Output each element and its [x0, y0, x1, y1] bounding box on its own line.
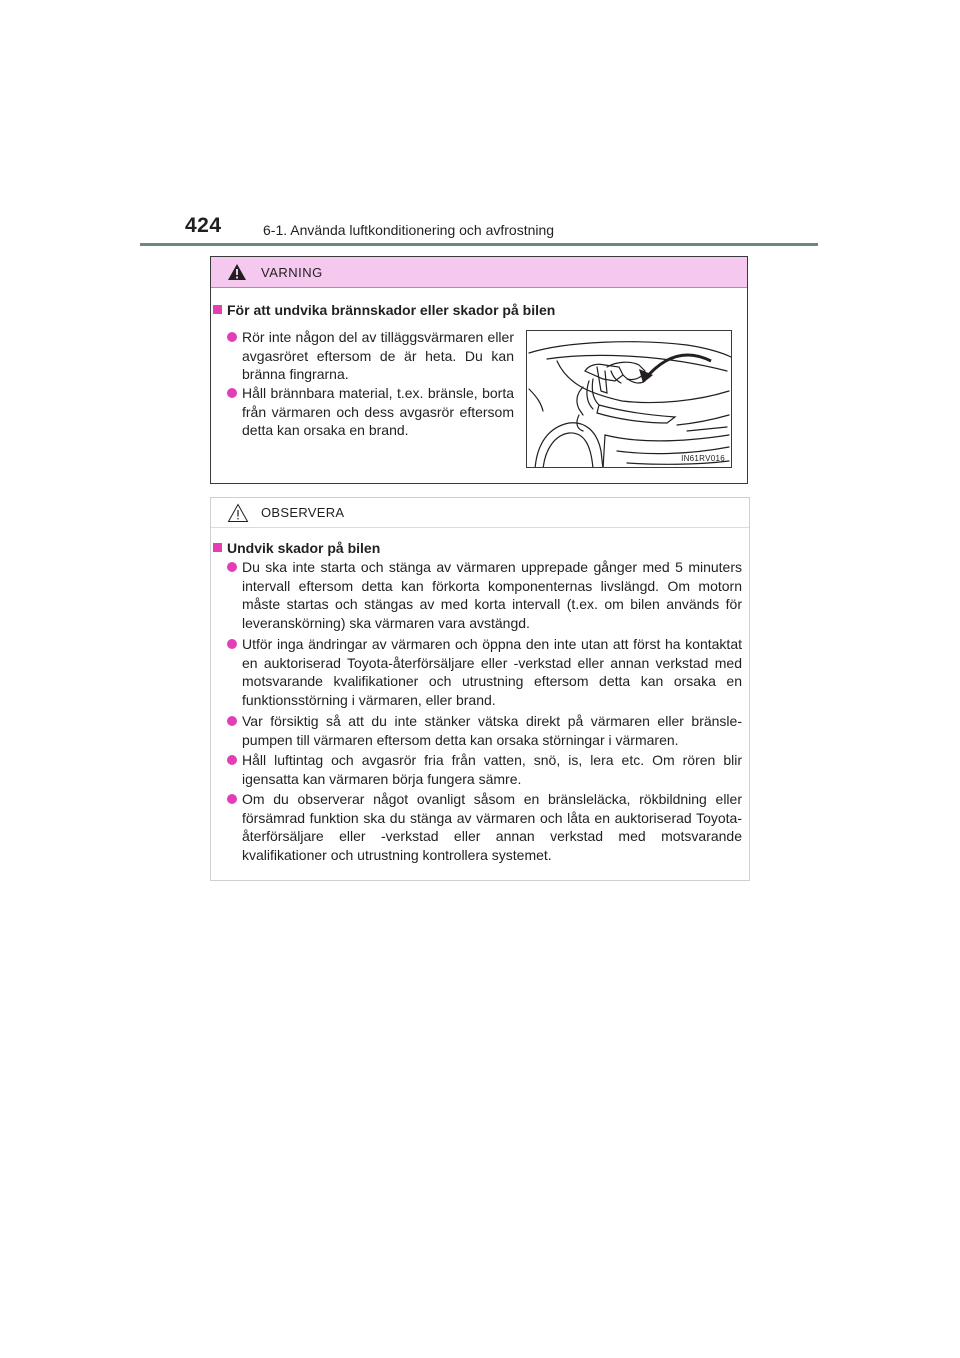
- warning-triangle-icon: [227, 263, 247, 281]
- caution-triangle-icon: [227, 503, 249, 523]
- notice-bullet-3: Var försiktig så att du inte stänker vätska direkt på värmaren eller bränslepumpen till värmaren eftersom detta kan orsaka störningar i värmaren.: [242, 712, 742, 749]
- heater-illustration: [526, 330, 732, 468]
- square-bullet-icon: [213, 305, 222, 314]
- warning-section-title: För att undvika brännskador eller skador på bilen: [213, 302, 555, 318]
- notice-bullet-1: Du ska inte starta och stänga av värmaren upprepade gånger med 5 minuters intervall eftersom detta kan förkorta komponenternas livslängd. Om motorn måste startas och stängas av med korta intervall (t.ex. om bilen används för leveranskörning) ska värmaren vara avstängd.: [242, 558, 742, 632]
- notice-title: OBSERVERA: [261, 505, 345, 520]
- bullet-dot-icon: [227, 755, 237, 765]
- page-number: 424: [185, 214, 222, 237]
- figure-code: IN61RV016: [681, 454, 725, 463]
- bullet-dot-icon: [227, 388, 237, 398]
- car-front-drawing: [527, 331, 732, 468]
- notice-bullet-4: Håll luftintag och avgasrör fria från vatten, snö, is, lera etc. Om rören blir igensatta kan värmaren börja fungera sämre.: [242, 751, 742, 788]
- bullet-dot-icon: [227, 794, 237, 804]
- chapter-title: 6-1. Använda luftkonditionering och avfrostning: [263, 222, 555, 238]
- notice-bullet-5: Om du observerar något ovanligt såsom en bränsleläcka, rökbildning eller försämrad funktion ska du stänga av värmaren och låta en auktoriserad Toyota-återförsäljare eller -verkstad eller annan verkstad med motsvarande kvalifikationer och utrustning kontrollera systemet.: [242, 790, 742, 864]
- square-bullet-icon: [213, 543, 222, 552]
- bullet-dot-icon: [227, 716, 237, 726]
- bullet-dot-icon: [227, 562, 237, 572]
- bullet-dot-icon: [227, 332, 237, 342]
- warning-bullet-2: Håll brännbara material, t.ex. bränsle, borta från värmaren och dess avgasrör eftersom detta kan orsaka en brand.: [242, 384, 514, 440]
- notice-header: [211, 498, 749, 528]
- warning-header: [211, 257, 747, 288]
- notice-section-title: Undvik skador på bilen: [213, 540, 380, 556]
- warning-title: VARNING: [261, 265, 323, 280]
- bullet-dot-icon: [227, 639, 237, 649]
- notice-bullet-2: Utför inga ändringar av värmaren och öppna den inte utan att först ha kontaktat en auktoriserad Toyota-återförsäljare eller -verkstad eller annan verkstad med motsvarande kvalifikationer och utrustning eftersom detta kan orsaka en funktionsstörning i värmaren, eller brand.: [242, 635, 742, 709]
- header-rule: [140, 243, 818, 246]
- warning-bullet-1: Rör inte någon del av tilläggsvärmaren eller avgasröret eftersom de är heta. Du kan bränna fingrarna.: [242, 328, 514, 384]
